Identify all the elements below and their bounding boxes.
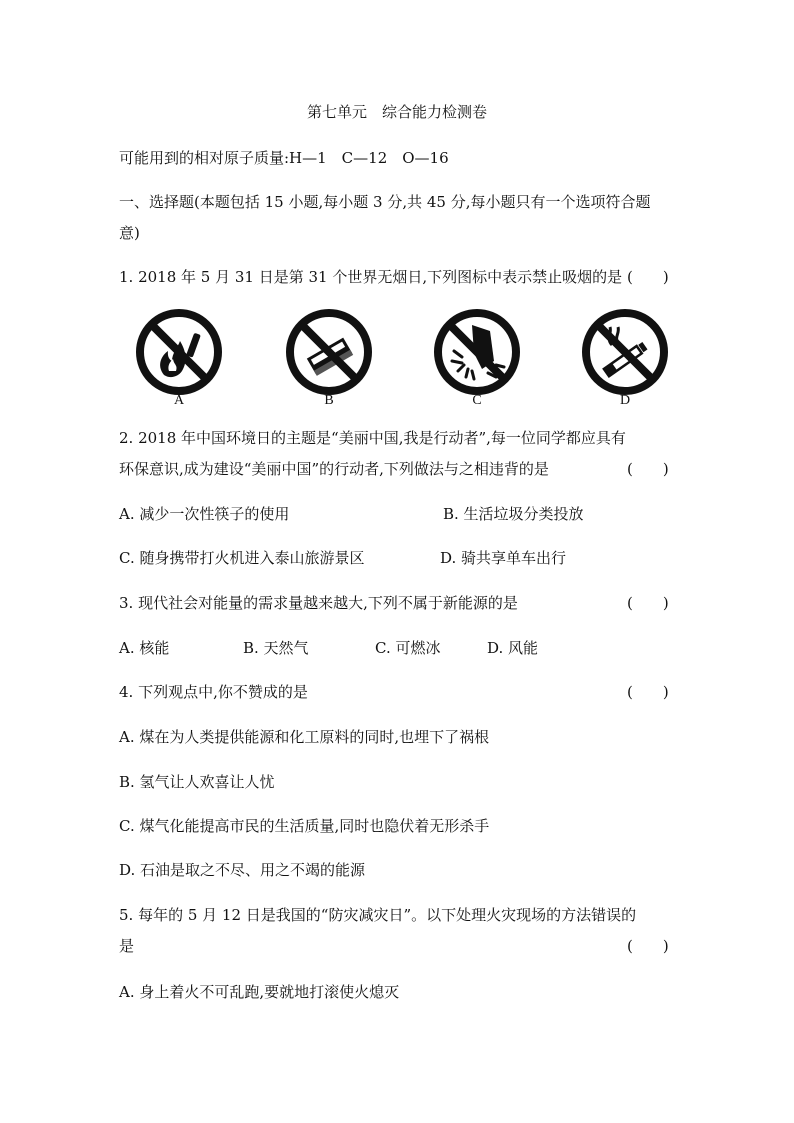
q4-option-b: B. 氢气让人欢喜让人忧 [119, 773, 275, 791]
option-label: D [619, 393, 631, 408]
no-fireworks-icon [432, 307, 522, 397]
section-heading-line1: 一、选择题(本题包括 15 小题,每小题 3 分,共 45 分,每小题只有一个选项符合题 [119, 193, 651, 211]
q3-option-a: A. 核能 [119, 639, 170, 657]
q4-option-d: D. 石油是取之不尽、用之不竭的能源 [119, 861, 366, 879]
q3-option-c: C. 可燃冰 [375, 639, 441, 657]
no-smoking-icon [580, 307, 670, 397]
q2-stem-line2: 环保意识,成为建设“美丽中国”的行动者,下列做法与之相违背的是 [119, 460, 549, 478]
q2-stem-line1: 2. 2018 年中国环境日的主题是“美丽中国,我是行动者”,每一位同学都应具有 [119, 429, 626, 447]
q2-option-b: B. 生活垃圾分类投放 [443, 505, 584, 523]
section-heading-line2: 意) [119, 224, 140, 242]
option-label: B [324, 393, 334, 408]
q4-option-a: A. 煤在为人类提供能源和化工原料的同时,也埋下了祸根 [119, 728, 490, 746]
q4-option-c: C. 煤气化能提高市民的生活质量,同时也隐伏着无形杀手 [119, 817, 490, 835]
q3-answer-blank: ( ) [627, 594, 669, 612]
q2-option-a: A. 减少一次性筷子的使用 [119, 505, 290, 523]
q5-stem-line1: 5. 每年的 5 月 12 日是我国的“防灾减灾日”。以下处理火灾现场的方法错误的 [119, 906, 637, 924]
q1-answer-blank: ( ) [627, 268, 669, 286]
q1-stem: 1. 2018 年 5 月 31 日是第 31 个世界无烟日,下列图标中表示禁止吸烟的是 [119, 268, 623, 286]
q4-stem: 4. 下列观点中,你不赞成的是 [119, 683, 308, 701]
no-open-flame-icon [134, 307, 224, 397]
q2-answer-blank: ( ) [627, 460, 669, 478]
option-label: A [173, 393, 185, 408]
q5-option-a: A. 身上着火不可乱跑,要就地打滚使火熄灭 [119, 983, 400, 1001]
q3-stem: 3. 现代社会对能量的需求量越来越大,下列不属于新能源的是 [119, 594, 518, 612]
q5-answer-blank: ( ) [627, 937, 669, 955]
page-title: 第七单元 综合能力检测卷 [306, 103, 487, 121]
q2-option-c: C. 随身携带打火机进入泰山旅游景区 [119, 549, 365, 567]
option-label: C [472, 393, 482, 408]
q3-option-d: D. 风能 [487, 639, 539, 657]
q5-stem-line2: 是 [119, 937, 135, 955]
atomic-mass-note: 可能用到的相对原子质量:H—1 C—12 O—16 [119, 149, 449, 167]
q3-option-b: B. 天然气 [243, 639, 309, 657]
q2-option-d: D. 骑共享单车出行 [440, 549, 567, 567]
no-matches-icon [284, 307, 374, 397]
q4-answer-blank: ( ) [627, 683, 669, 701]
